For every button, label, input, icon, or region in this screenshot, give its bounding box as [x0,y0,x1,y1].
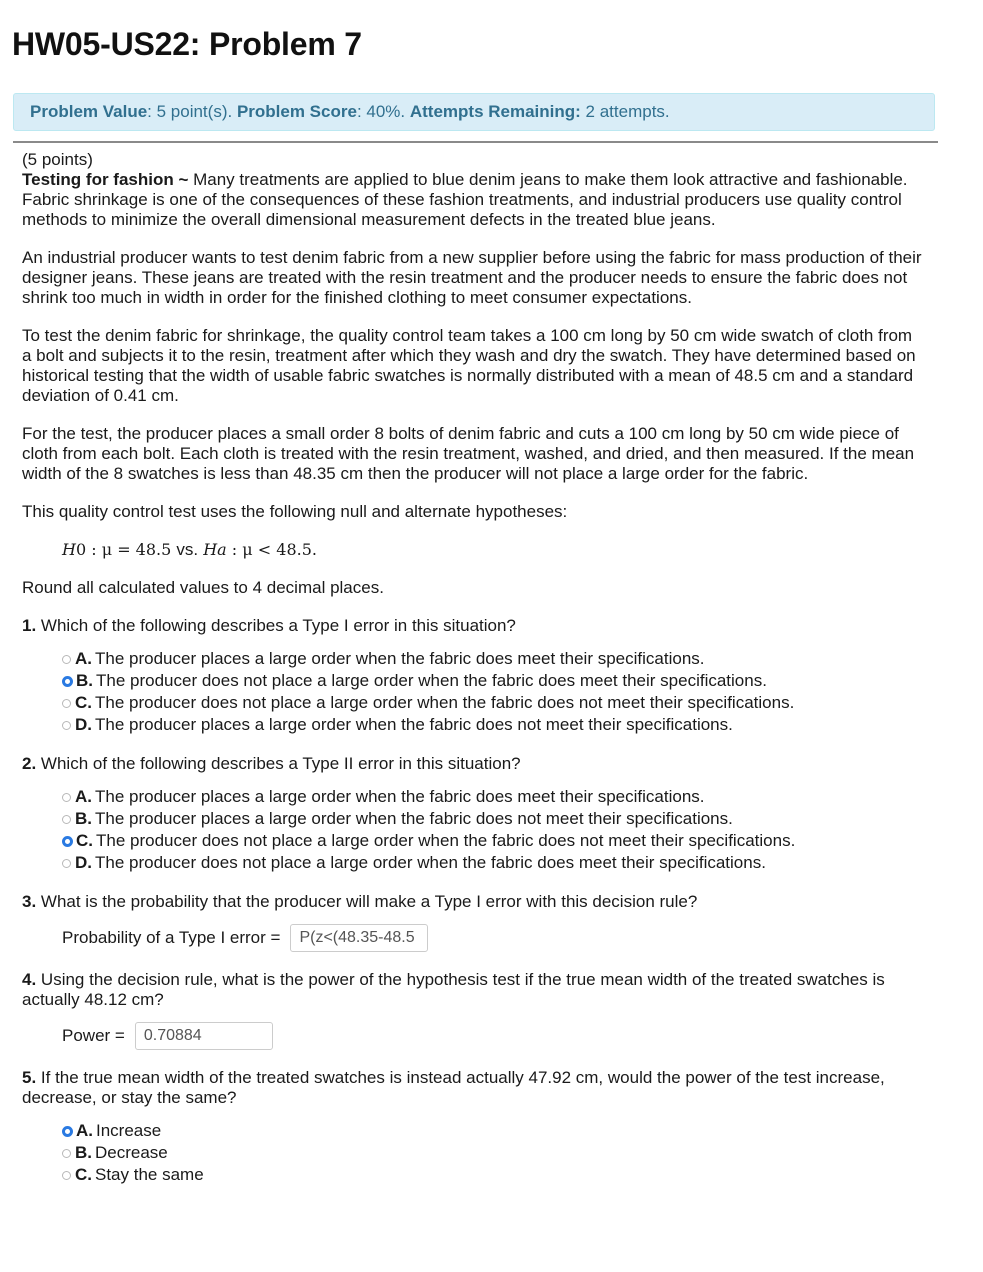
radio-button[interactable] [62,793,71,802]
page-title: HW05-US22: Problem 7 [12,26,362,62]
question-3-answer-row [62,924,922,952]
q2-option-c[interactable]: C. The producer does not place a large order when the fabric does not meet their specifications. [62,830,922,852]
q2-option-d[interactable]: D. The producer does not place a large order when the fabric does meet their specifications. [62,852,922,874]
question-2 [22,754,922,874]
radio-button[interactable] [62,699,71,708]
q1-option-b[interactable]: B. The producer does not place a large order when the fabric does meet their specifications. [62,670,922,692]
radio-button[interactable] [62,1149,71,1158]
q5-option-a[interactable]: A. Increase [62,1120,922,1142]
divider [13,141,938,143]
radio-button[interactable] [62,655,71,664]
question-1 [22,616,922,736]
question-4-prompt: 4. Using the decision rule, what is the power of the hypothesis test if the true mean width of the treated swatches is actually 48.12 cm? [22,970,885,1009]
problem-value-label: Problem Value [30,102,148,121]
q1-option-c[interactable]: C. The producer does not place a large order when the fabric does not meet their specifications. [62,692,922,714]
radio-button[interactable] [62,1171,71,1180]
points-text: (5 points) [22,150,93,169]
radio-button-selected[interactable] [62,836,73,847]
hypotheses-formula: H0 : μ = 48.5 vs. Ha : μ < 48.5. [62,540,317,559]
question-1-prompt: 1. Which of the following describes a Type I error in this situation? [22,616,516,635]
problem-score: : 40%. [356,102,410,121]
question-5-options [62,1120,922,1186]
method-paragraph: To test the denim fabric for shrinkage, the quality control team takes a 100 cm long by 50 cm wide swatch of cloth from a bolt and subjects it to the resin, treatment after which they wash and dry the swatch. They have determined based on historical testing that the width of usable fabric swatches is normally distributed with a mean of 48.5 cm and a standard deviation of 0.41 cm. [22,326,916,405]
problem-value: : 5 point(s). [147,102,237,121]
question-3 [22,892,922,952]
question-5 [22,1068,922,1186]
question-5-prompt: 5. If the true mean width of the treated swatches is instead actually 47.92 cm, would the power of the test increase, decrease, or stay the same? [22,1068,885,1107]
intro-paragraph: (5 points) Testing for fashion ~ Many treatments are applied to blue denim jeans to make them look attractive and fashionable. Fabric shrinkage is one of the consequences of these fashion treatments, and industrial producers use quality control methods to minimize the overall dimensional measurement defects in the treated blue jeans. [22,150,908,229]
q1-option-d[interactable]: D. The producer places a large order when the fabric does not meet their specifications. [62,714,922,736]
question-2-prompt: 2. Which of the following describes a Type II error in this situation? [22,754,521,773]
radio-button-selected[interactable] [62,1126,73,1137]
question-4 [22,970,922,1050]
test-paragraph: For the test, the producer places a small order 8 bolts of denim fabric and cuts a 100 cm long by 50 cm wide piece of cloth from each bolt. Each cloth is treated with the resin treatment, washed, and dried, and then measured. If the mean width of the 8 swatches is less than 48.35 cm then the producer will not place a large order for the fabric. [22,424,915,483]
attempts-remaining: 2 attempts. [580,102,670,121]
context-paragraph: An industrial producer wants to test denim fabric from a new supplier before using the fabric for mass production of their designer jeans. These jeans are treated with the resin treatment and the producer needs to ensure the fabric does not shrink too much in width in order for the finished clothing to meet consumer expectations. [22,248,922,307]
q5-option-b[interactable]: B. Decrease [62,1142,922,1164]
rounding-instruction: Round all calculated values to 4 decimal places. [22,578,384,597]
problem-body [22,150,922,1204]
q1-option-a[interactable]: A. The producer places a large order when the fabric does meet their specifications. [62,648,922,670]
q2-option-a[interactable]: A. The producer places a large order when the fabric does meet their specifications. [62,786,922,808]
radio-button[interactable] [62,859,71,868]
radio-button[interactable] [62,815,71,824]
radio-button-selected[interactable] [62,676,73,687]
radio-button[interactable] [62,721,71,730]
question-4-answer-row [62,1022,922,1050]
power-label: Power = [62,1026,125,1045]
power-input[interactable]: 0.70884 [135,1022,273,1050]
hypotheses-intro: This quality control test uses the following null and alternate hypotheses: [22,502,568,521]
q2-option-b[interactable]: B. The producer places a large order when the fabric does not meet their specifications. [62,808,922,830]
problem-info-bar [13,93,935,131]
type-1-error-label: Probability of a Type I error = [62,928,281,947]
type-1-error-input[interactable]: P(z<(48.35-48.5 [290,924,428,952]
problem-heading: Testing for fashion ~ [22,170,189,189]
q5-option-c[interactable]: C. Stay the same [62,1164,922,1186]
question-2-options [62,786,922,874]
attempts-label: Attempts Remaining: [409,102,581,121]
question-3-prompt: 3. What is the probability that the producer will make a Type I error with this decision rule? [22,892,698,911]
problem-score-label: Problem Score [236,102,357,121]
question-1-options [62,648,922,736]
